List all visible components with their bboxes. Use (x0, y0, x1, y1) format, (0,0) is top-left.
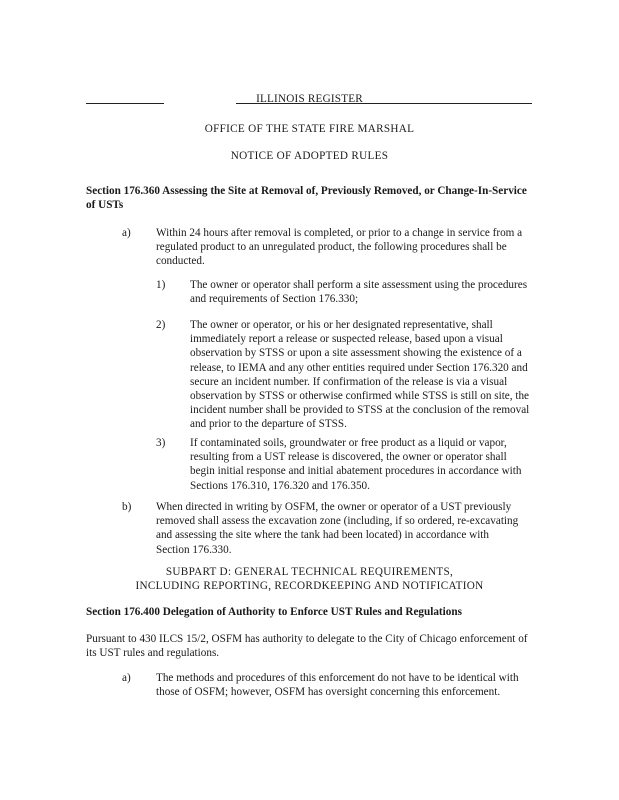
section-360-b-label: b) (122, 501, 132, 513)
register-title-row (0, 92, 619, 106)
section-400-heading: Section 176.400 Delegation of Authority to Enforce UST Rules and Regulations (86, 606, 462, 618)
section-400-intro: Pursuant to 430 ILCS 15/2, OSFM has authority to delegate to the City of Chicago enforcement of its UST rules and regulations. (86, 633, 528, 660)
item-1-label: 1) (156, 279, 166, 291)
item-1-text: The owner or operator shall perform a site assessment using the procedures and requirements of Section 176.330; (190, 279, 528, 306)
section-360-b-text: When directed in writing by OSFM, the owner or operator of a UST previously removed shall assess the excavation zone (including, if so ordered, re-excavating and assessing the site where the tank had been located) in accordance with Section 176.330. (156, 501, 519, 556)
section-360-a-text: Within 24 hours after removal is completed, or prior to a change in service from a regulated product to an unregulated product, the following procedures shall be conducted. (156, 227, 523, 268)
notice-title: NOTICE OF ADOPTED RULES (230, 150, 389, 162)
subpart-d-line2: INCLUDING REPORTING, RECORDKEEPING AND NOTIFICATION (135, 580, 484, 592)
office-title: OFFICE OF THE STATE FIRE MARSHAL (204, 123, 415, 135)
item-2-text: The owner or operator, or his or her designated representative, shall immediately report a release or suspected release, based upon a visual observation by STSS or upon a site assessment showing the existence of a release, to IEMA and any other entities required under Section 176.320 and secure an incident number. If confirmation of the release is via a visual observation by STSS or otherwise confirmed while STSS is still on site, the incident number shall be provided to STSS at the conclusion of the removal and prior to the departure of STSS. (190, 319, 530, 431)
item-3-label: 3) (156, 437, 166, 449)
subpart-d-line1: SUBPART D: GENERAL TECHNICAL REQUIREMENTS, (165, 566, 454, 578)
item-2-label: 2) (156, 319, 166, 331)
section-360-a-label: a) (122, 227, 131, 239)
item-3-text: If contaminated soils, groundwater or free product as a liquid or vapor, resulting from a UST release is discovered, the owner or operator shall begin initial response and initial abatement procedures in accordance with Sections 176.310, 176.320 and 176.350. (190, 437, 522, 492)
section-400-a-label: a) (122, 672, 131, 684)
register-title: ILLINOIS REGISTER (256, 93, 363, 105)
section-400-a-text: The methods and procedures of this enforcement do not have to be identical with those of OSFM; however, OSFM has oversight concerning this enforcement. (156, 672, 519, 699)
section-360-heading: Section 176.360 Assessing the Site at Removal of, Previously Removed, or Change-In-Service of USTs (86, 185, 527, 212)
